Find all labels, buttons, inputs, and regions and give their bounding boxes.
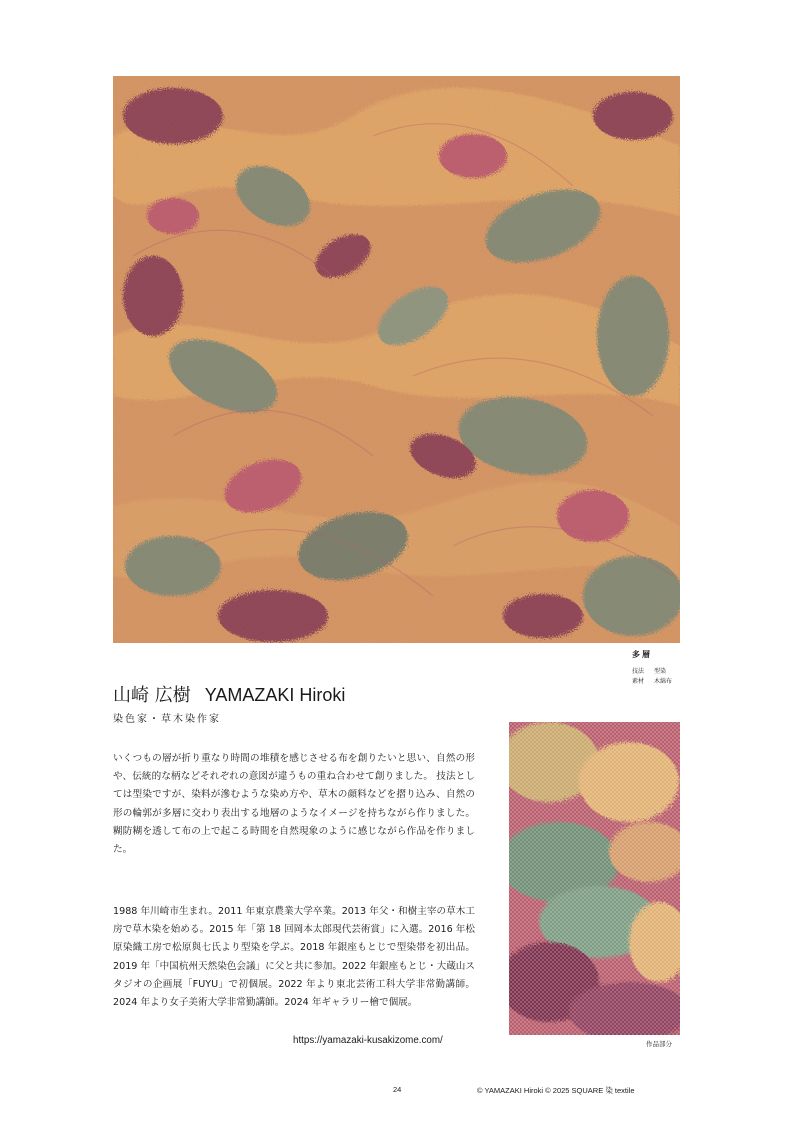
artwork-title: 多層 — [632, 650, 652, 659]
material-value: 木綿布 — [654, 678, 673, 685]
detail-caption: 作品部分 — [646, 1040, 672, 1048]
artwork-meta — [632, 667, 672, 687]
artist-biography: 1988 年川崎市生まれ。2011 年東京農業大学卒業。2013 年父・和樹主宰の草木工房で草木染を始める。2015 年「第 18 回岡本太郎現代芸術賞」に入選。2016 年松原染織工房で松原與七氏より型染を学ぶ。2018 年銀座もとじで型染帯を初出品。2019 年「中国杭州天然染色会議」に父と共に参加。2022 年銀座もとじ・大蔵山スタジオの企画展「FUYU」で初個展。2022 年より東北芸術工科大学非常勤講師。2024 年より女子美術大学非常勤講師。2024 年ギャラリー檜で個展。 — [113, 906, 475, 1009]
artwork-detail-svg — [509, 722, 680, 1035]
artwork-material-row — [632, 677, 672, 687]
artist-name-en: YAMAZAKI Hiroki — [204, 685, 346, 705]
technique-value: 型染 — [654, 668, 667, 675]
technique-label: 技法 — [632, 668, 645, 675]
copyright-notice: © YAMAZAKI Hiroki © 2025 SQUARE 染 textile — [477, 1086, 635, 1095]
artwork-main-image — [113, 76, 680, 643]
artwork-main-svg — [113, 76, 680, 643]
website-link[interactable]: https://yamazaki-kusakizome.com/ — [293, 1035, 443, 1046]
page-number: 24 — [393, 1085, 402, 1094]
artwork-technique-row — [632, 667, 672, 677]
material-label: 素材 — [632, 678, 645, 685]
artist-statement: いくつもの層が折り重なり時間の堆積を感じさせる布を創りたいと思い、自然の形や、伝統的な柄などそれぞれの意図が違うもの重ね合わせて創りました。 技法としては型染ですが、染料が滲むような染め方や、草木の顔料などを摺り込み、自然の形の輪郭が多層に交わり表出する地層のようなイメージを持ちながら作りました。 糊防糊を透して布の上で起こる時間を自然現象のように感じながら作品を作りました。 — [113, 753, 475, 856]
artist-name-ja: 山崎 広樹 — [113, 685, 191, 706]
artist-role: 染色家・草木染作家 — [113, 714, 221, 725]
artwork-detail-image — [509, 722, 680, 1035]
artist-name — [113, 681, 345, 707]
